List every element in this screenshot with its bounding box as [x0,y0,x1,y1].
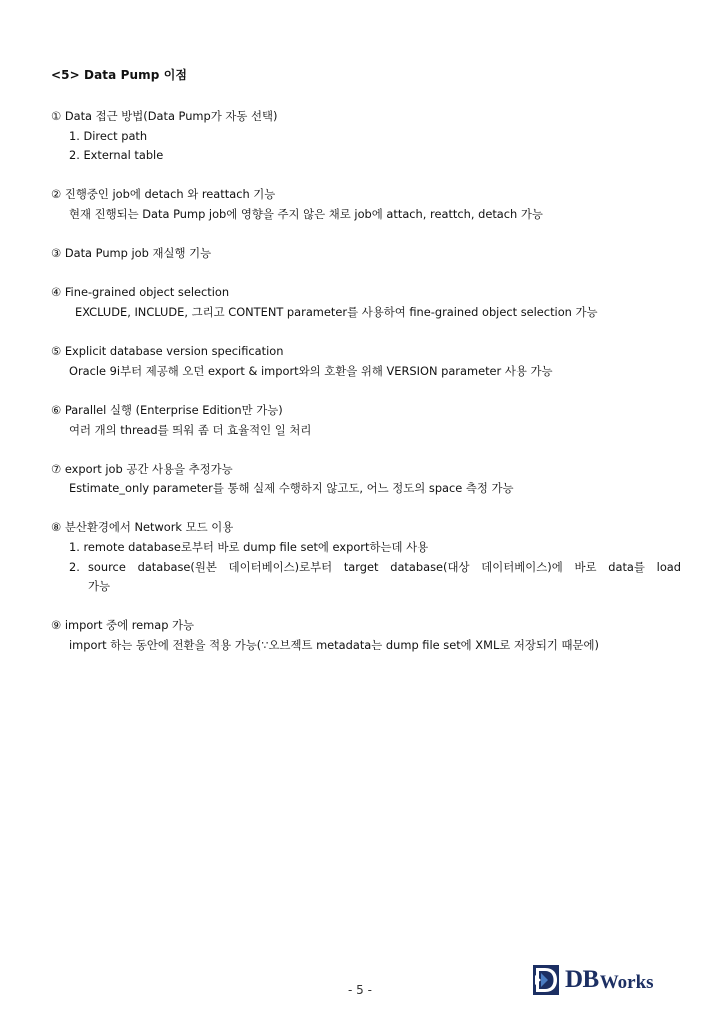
sub-item: 2. External table [69,148,164,163]
item-network-mode [51,518,681,596]
item-description: EXCLUDE, INCLUDE, 그리고 CONTENT parameter를 사용하여 fine-grained object selection 가능 [75,304,598,319]
item-title: ② 진행중인 job에 detach 와 reattach 기능 [51,187,276,202]
item-parallel [51,401,681,440]
item-estimate [51,460,681,499]
sub-item-continuation: 가능 [88,579,111,594]
sub-item: 1. Direct path [69,128,148,143]
item-title: ⑤ Explicit database version specification [51,344,284,359]
item-description: 현재 진행되는 Data Pump job에 영향을 주지 않은 채로 job에 attach, reattch, detach 가능 [69,206,543,221]
sub-item-text: source database(원본 데이터베이스)로부터 target database(대상 데이터베이스)에 바로 data를 load [88,559,681,574]
item-description: Oracle 9i부터 제공해 오던 export & import와의 호환을 위해 VERSION parameter 사용 가능 [69,363,553,378]
item-title: ⑨ import 중에 remap 가능 [51,618,195,633]
logo-db-text: DB [565,966,599,993]
sub-item: 1. remote database로부터 바로 dump file set에 export하는데 사용 [69,540,429,555]
section-heading: <5> Data Pump 이점 [51,68,188,82]
item-restart [51,244,681,264]
item-description: Estimate_only parameter를 통해 실제 수행하지 않고도, 어느 정도의 space 측정 가능 [69,481,514,496]
item-title: ③ Data Pump job 재실행 기능 [51,246,212,261]
item-title: ⑦ export job 공간 사용을 추정가능 [51,461,233,476]
item-detach-reattach [51,185,681,224]
item-data-access [51,107,681,166]
item-fine-grained [51,283,681,322]
sub-item-number: 2. [69,559,80,574]
logo-works-text: Works [599,971,654,993]
document-body [51,107,681,675]
item-description: 여러 개의 thread를 띄워 좀 더 효율적인 일 처리 [69,422,312,437]
item-version [51,342,681,381]
item-title: ⑥ Parallel 실행 (Enterprise Edition만 가능) [51,402,283,417]
dbworks-logo-icon [533,965,561,995]
sub-item [51,558,681,578]
item-remap [51,616,681,655]
item-title: ⑧ 분산환경에서 Network 모드 이용 [51,520,234,535]
item-title: ④ Fine-grained object selection [51,285,230,300]
item-title: ① Data 접근 방법(Data Pump가 자동 선택) [51,109,278,123]
item-description: import 하는 동안에 전환을 적용 가능(∵오브젝트 metadata는 dump file set에 XML로 저장되기 때문에) [69,638,599,653]
dbworks-logo [533,963,673,997]
page-number: - 5 - [348,983,372,997]
